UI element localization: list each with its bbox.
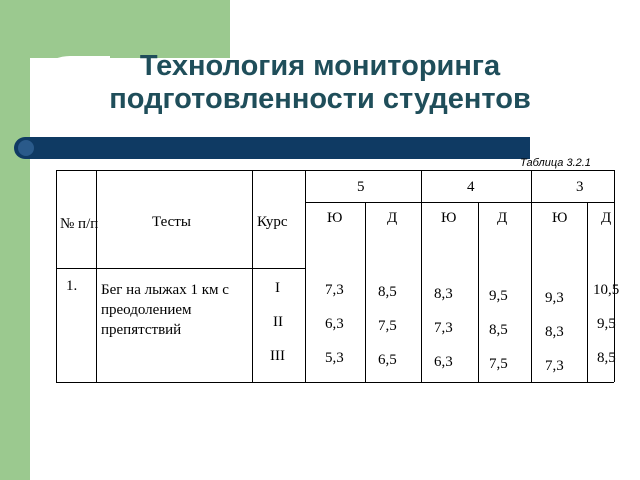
decor-bar-dot: [18, 140, 34, 156]
row-num: 1.: [66, 278, 78, 294]
header-grade-5: 5: [357, 179, 365, 195]
table-caption: Таблица 3.2.1: [520, 157, 591, 169]
course-2: II: [273, 314, 283, 330]
value-cell: 9,5: [489, 288, 508, 304]
slide-title-line-1: Технология мониторинга: [139, 50, 501, 82]
header-course: Курс: [257, 214, 288, 230]
value-cell: 6,5: [378, 352, 397, 368]
slide-title: [30, 50, 610, 116]
decor-bar-end: [530, 137, 640, 159]
slide-title-line-2: подготовленности студентов: [109, 83, 531, 115]
table-col-sep: [365, 202, 366, 382]
value-cell: 6,3: [325, 316, 344, 332]
header-boys: Ю: [441, 210, 457, 226]
value-cell: 7,5: [378, 318, 397, 334]
header-num: № п/п: [60, 216, 99, 232]
course-3: III: [270, 348, 285, 364]
value-cell: 10,5: [593, 282, 620, 298]
value-cell: 9,5: [597, 316, 616, 332]
table-col-sep: [587, 202, 588, 382]
table-border-left: [56, 170, 57, 382]
table-border-top: [56, 170, 614, 171]
header-girls: Д: [497, 210, 508, 226]
header-tests: Тесты: [152, 214, 191, 230]
value-cell: 8,5: [378, 284, 397, 300]
results-table: [56, 170, 620, 382]
row-test-name: Бег на лыжах 1 км с преодолением препятствий: [101, 282, 229, 338]
value-cell: 7,3: [325, 282, 344, 298]
header-girls: Д: [601, 210, 612, 226]
table-col-sep: [96, 170, 97, 382]
header-girls: Д: [387, 210, 398, 226]
value-cell: 6,3: [434, 354, 453, 370]
header-boys: Ю: [552, 210, 568, 226]
table-col-sep: [252, 170, 253, 382]
value-cell: 8,3: [434, 286, 453, 302]
header-boys: Ю: [327, 210, 343, 226]
header-grade-3: 3: [576, 179, 584, 195]
table-col-sep: [478, 202, 479, 382]
value-cell: 7,5: [489, 356, 508, 372]
value-cell: 9,3: [545, 290, 564, 306]
value-cell: 8,5: [597, 350, 616, 366]
header-grade-4: 4: [467, 179, 475, 195]
decor-green-band: [0, 0, 30, 480]
table-row-sep: [305, 202, 614, 203]
table-border-bottom: [56, 382, 614, 383]
value-cell: 8,5: [489, 322, 508, 338]
value-cell: 7,3: [545, 358, 564, 374]
value-cell: 7,3: [434, 320, 453, 336]
table-row-sep: [56, 268, 305, 269]
value-cell: 8,3: [545, 324, 564, 340]
value-cell: 5,3: [325, 350, 344, 366]
course-1: I: [275, 280, 280, 296]
